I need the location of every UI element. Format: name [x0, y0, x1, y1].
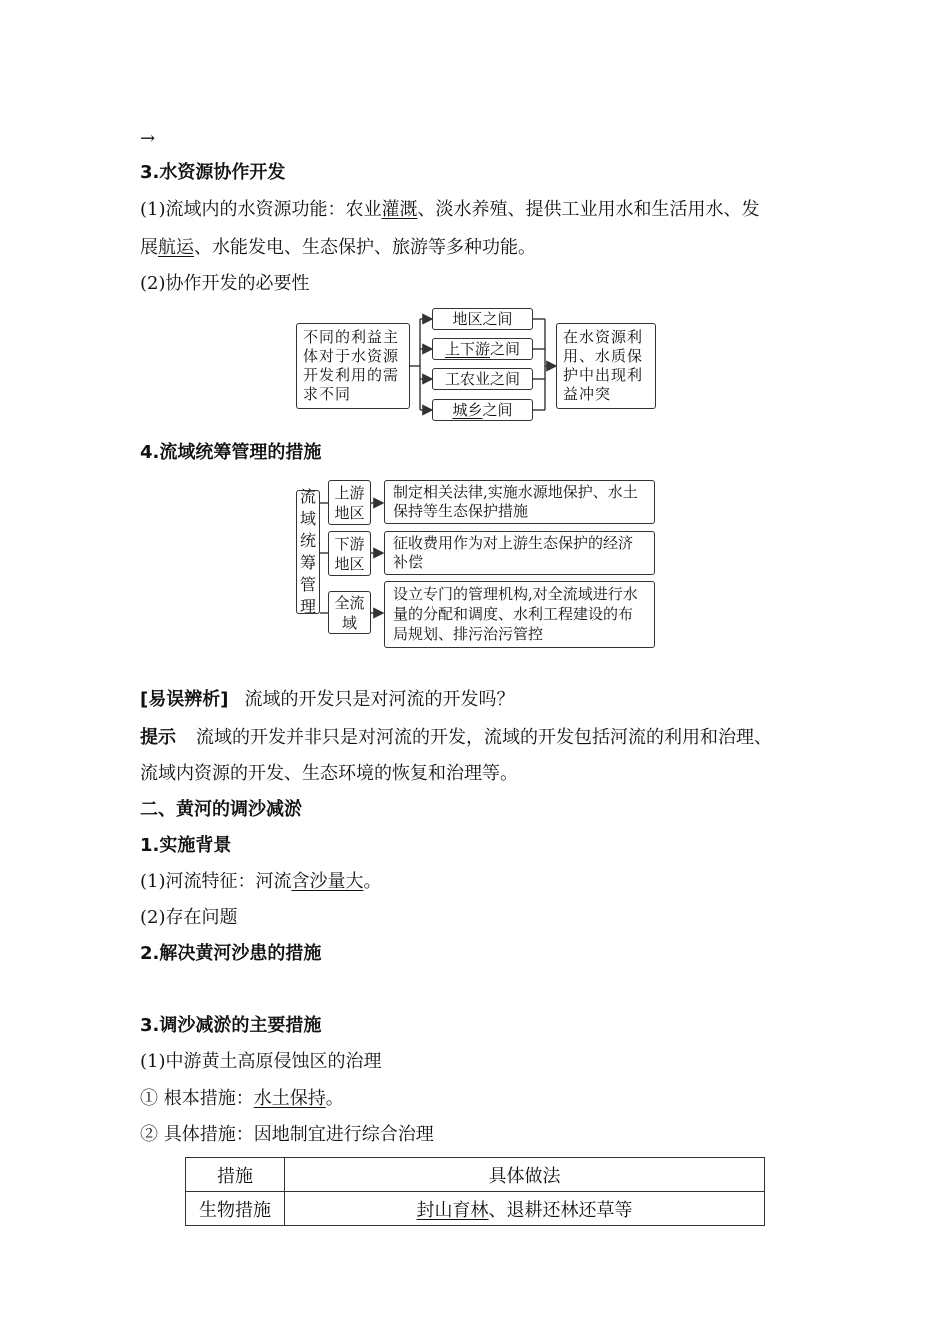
text: 。: [363, 871, 382, 892]
underlined-answer: 含沙量大: [291, 871, 364, 892]
paragraph-necessity: (2)协作开发的必要性: [140, 273, 310, 294]
basin-management-root-box: [296, 487, 320, 616]
section-2-title: 二、黄河的调沙减淤: [140, 799, 302, 820]
tip-question: 流域的开发只是对河流的开发吗？: [244, 689, 515, 710]
root-char: 域: [299, 509, 316, 528]
subsection-3-title: 3.调沙减淤的主要措施: [140, 1015, 322, 1036]
text: 、淡水养殖、提供工业用水和生活用水、发: [417, 199, 760, 220]
text: (1)河流特征：河流: [140, 871, 292, 892]
section-3-title: 3.水资源协作开发: [140, 162, 286, 183]
relation-label: 之间: [482, 400, 513, 419]
subsection-1-title: 1.实施背景: [140, 835, 232, 856]
area-box-downstream: 下游地区: [328, 531, 371, 576]
table-header-row: [186, 1158, 765, 1192]
problems-line: (2)存在问题: [140, 907, 238, 928]
root-char: 管: [299, 575, 316, 594]
underlined-answer: 水土保持: [253, 1088, 326, 1109]
hint-text: 流域的开发并非只是对河流的开发，流域的开发包括河流的利用和治理、: [196, 727, 772, 748]
table-row: [186, 1192, 765, 1226]
tip-question-line: [140, 688, 514, 712]
tip-hint-line2: 流域内资源的开发、生态环境的恢复和治理等。: [140, 763, 518, 784]
tip-hint-line1: [140, 726, 772, 750]
underlined-answer: 封山育林: [416, 1199, 489, 1221]
midstream-governance-line: (1)中游黄土高原侵蚀区的治理: [140, 1051, 382, 1072]
root-char: 统: [299, 531, 316, 550]
text: 、水能发电、生态保护、旅游等多种功能。: [194, 237, 536, 258]
table-header-cell: 具体做法: [285, 1158, 765, 1192]
relation-label: 工农业之间: [444, 369, 520, 388]
tip-label: [易误辨析]: [140, 689, 229, 710]
table-cell: 生物措施: [186, 1192, 285, 1226]
text: 、退耕还林还草等: [488, 1199, 633, 1221]
text: 。: [325, 1088, 344, 1109]
relation-label: 之间: [490, 339, 521, 358]
measure-box-upstream: 制定相关法律,实施水源地保护、水土保持等生态保护措施: [384, 480, 655, 524]
root-char: 理: [299, 597, 316, 616]
measures-table: [185, 1157, 765, 1226]
table-cell: [285, 1192, 765, 1226]
relation-underlined: 上下游: [444, 339, 490, 358]
text: ① 根本措施：: [140, 1088, 254, 1109]
section-4-title: 4.流域统筹管理的措施: [140, 442, 322, 463]
measure-box-downstream: 征收费用作为对上游生态保护的经济补偿: [384, 531, 655, 575]
table-header-cell: 措施: [186, 1158, 285, 1192]
area-box-whole-basin: 全流域: [328, 591, 371, 634]
relation-label: 地区之间: [452, 309, 513, 328]
underlined-answer: 灌溉: [381, 199, 418, 220]
arrow-symbol: →: [140, 128, 156, 149]
fundamental-measure-line: [140, 1087, 344, 1111]
measure-box-whole-basin: 设立专门的管理机构,对全流域进行水量的分配和调度、水利工程建设的布局规划、排污治污管控: [384, 581, 655, 648]
text: 展: [140, 237, 158, 258]
area-box-upstream: 上游地区: [328, 480, 371, 525]
conflict-box: 在水资源利用、水质保护中出现利益冲突: [556, 323, 656, 409]
root-char: 筹: [299, 553, 316, 572]
relation-underlined: 城乡: [452, 400, 483, 419]
root-char: 流: [299, 487, 316, 506]
subsection-2-title: 2.解决黄河沙患的措施: [140, 943, 322, 964]
stakeholder-box: 不同的利益主体对于水资源开发利用的需求不同: [296, 323, 410, 409]
text: (1)流域内的水资源功能：农业: [140, 199, 382, 220]
underlined-answer: 航运: [158, 237, 194, 258]
river-feature-line: [140, 870, 382, 894]
hint-label: 提示: [140, 727, 176, 748]
specific-measure-line: ② 具体措施：因地制宜进行综合治理: [140, 1124, 434, 1145]
